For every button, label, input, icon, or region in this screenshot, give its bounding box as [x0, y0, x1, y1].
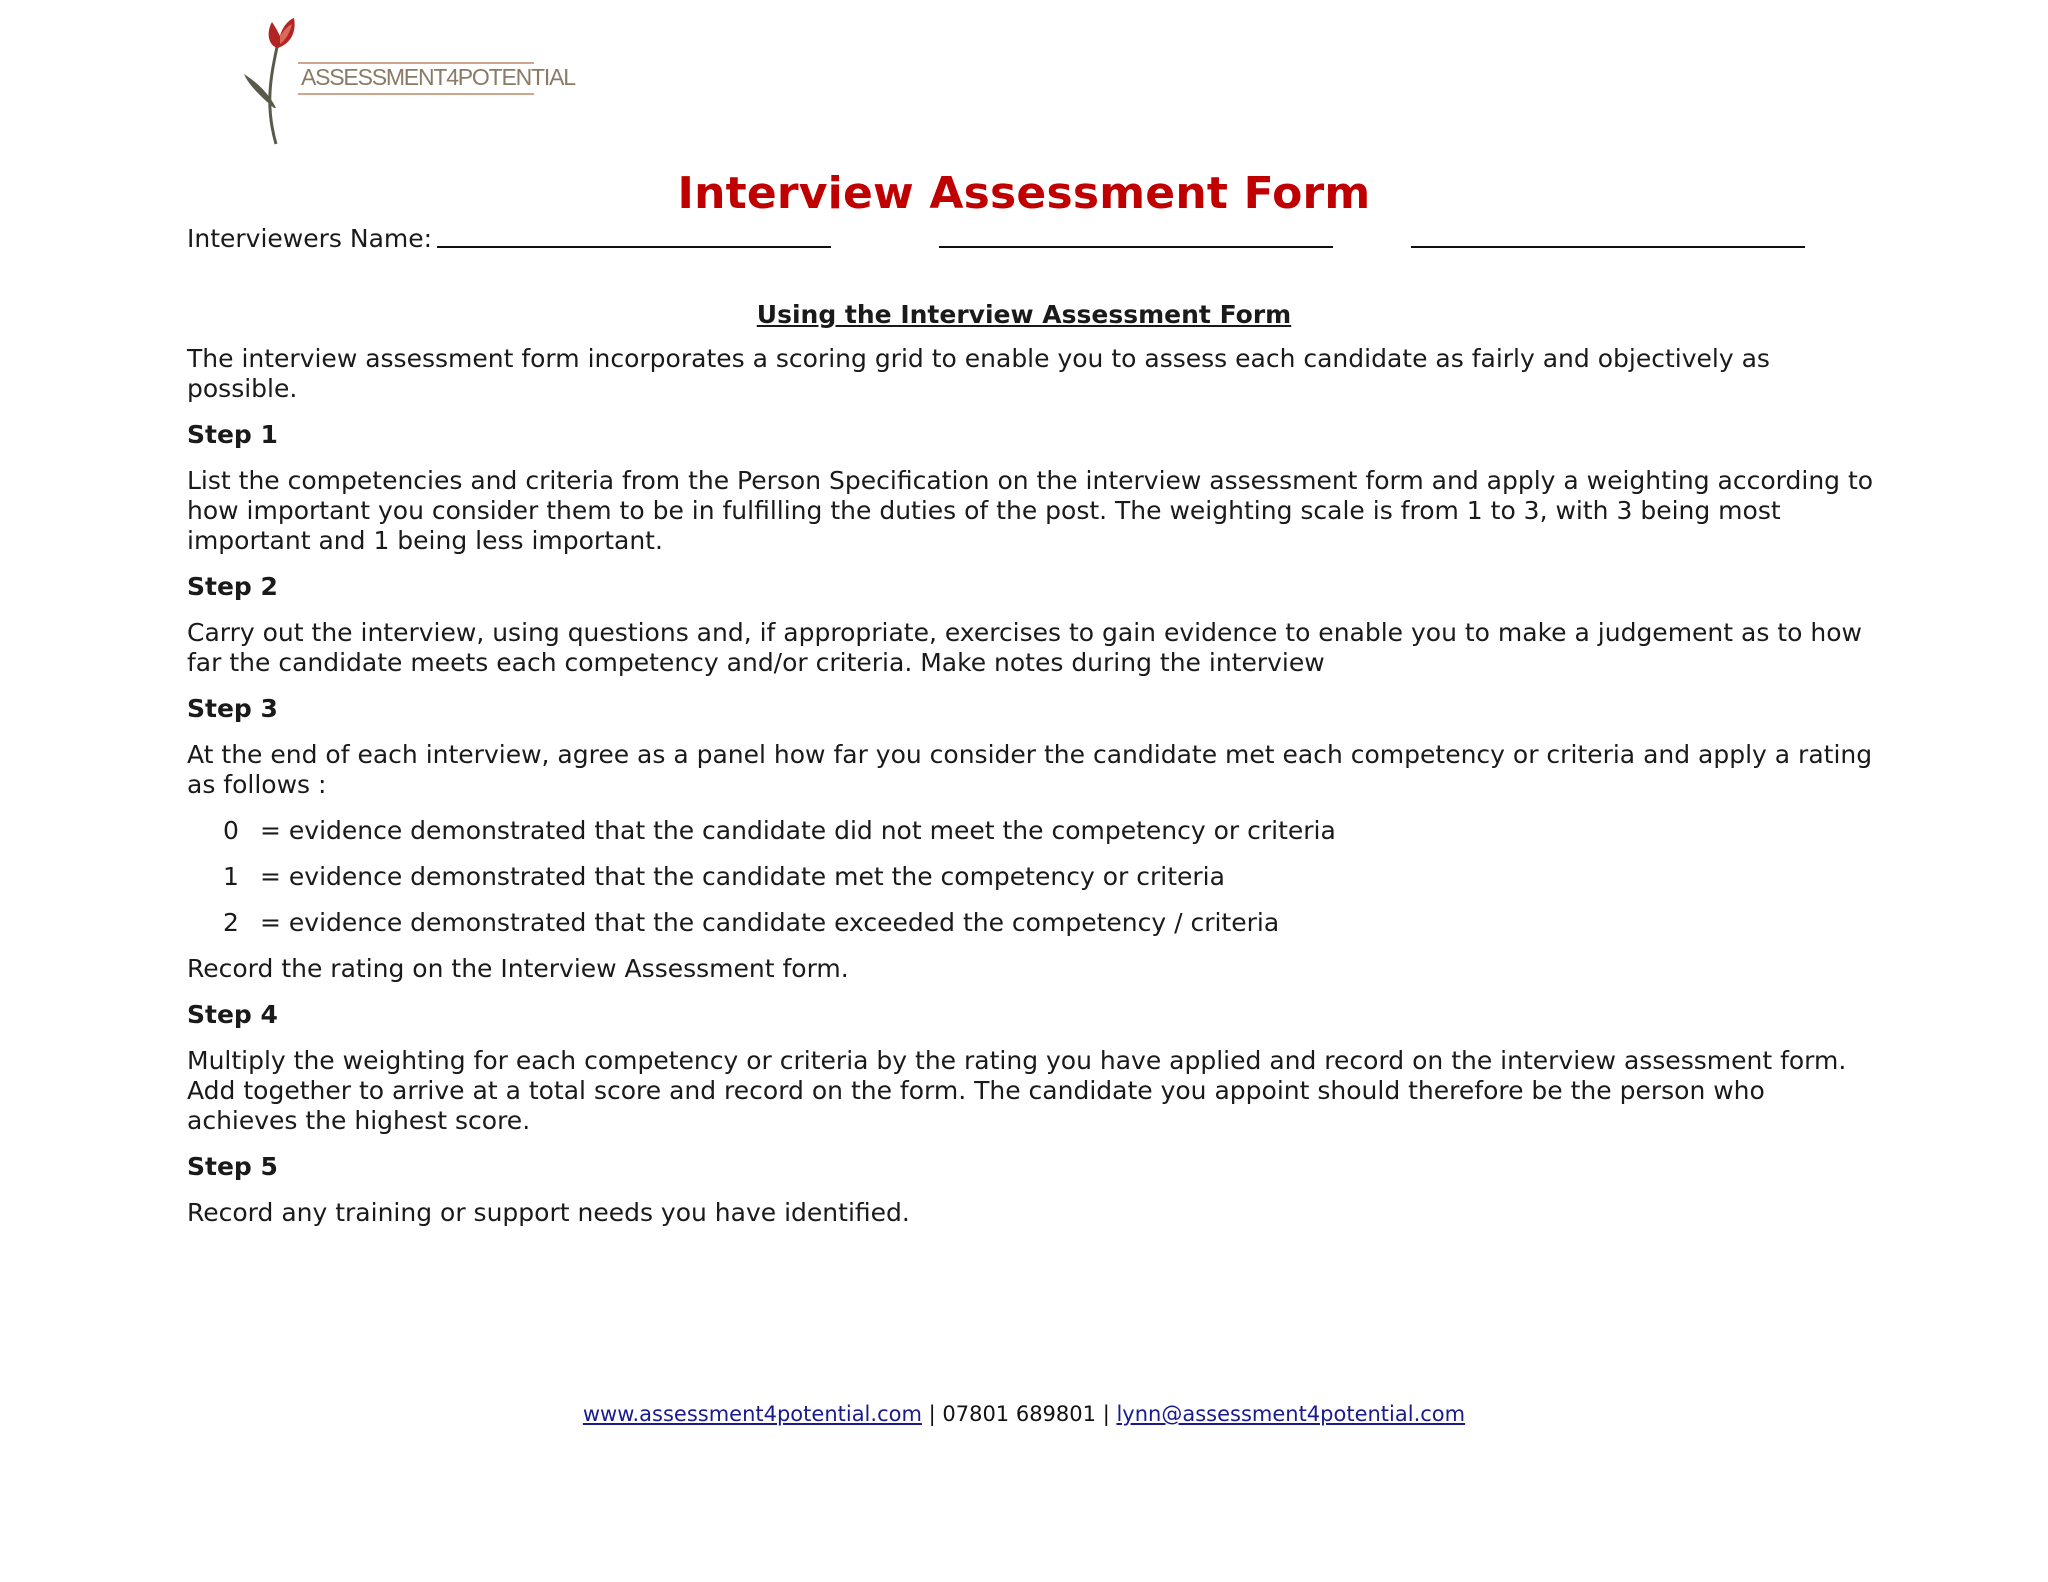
rating-number: 1 — [223, 862, 239, 891]
step-2-title: Step 2 — [187, 572, 278, 601]
step-5-title: Step 5 — [187, 1152, 278, 1181]
step-5-text: Record any training or support needs you have identified. — [187, 1198, 910, 1227]
interviewer-name-line-1[interactable] — [437, 246, 831, 248]
section-heading: Using the Interview Assessment Form — [756, 300, 1292, 329]
rating-description: = evidence demonstrated that the candidate met the competency or criteria — [260, 862, 1225, 891]
intro-paragraph: The interview assessment form incorporates a scoring grid to enable you to assess each candidate as fairly and objectively as possible. — [187, 344, 1770, 403]
rating-description: = evidence demonstrated that the candidate did not meet the competency or criteria — [260, 816, 1336, 845]
rating-item — [187, 862, 1877, 892]
footer-separator: | — [1096, 1402, 1117, 1426]
company-logo — [238, 12, 575, 152]
step-4-title: Step 4 — [187, 1000, 278, 1029]
instructions — [187, 344, 1877, 1244]
phone-number: 07801 689801 — [942, 1402, 1097, 1426]
step-1-title: Step 1 — [187, 420, 278, 449]
rating-description: = evidence demonstrated that the candidate exceeded the competency / criteria — [260, 908, 1280, 937]
logo-text: ASSESSMENT4POTENTIAL — [301, 64, 575, 90]
rating-number: 2 — [223, 908, 239, 937]
email-link[interactable]: lynn@assessment4potential.com — [1116, 1402, 1466, 1426]
interviewer-name-line-3[interactable] — [1411, 246, 1805, 248]
footer-separator: | — [921, 1402, 943, 1426]
rating-item — [187, 908, 1877, 938]
interviewers-name-label: Interviewers Name: — [187, 224, 433, 253]
tulip-icon — [238, 12, 308, 152]
logo-rule-bottom — [298, 93, 534, 95]
page-title: Interview Assessment Form — [677, 168, 1371, 219]
rating-item — [187, 816, 1877, 846]
footer — [0, 1402, 2048, 1426]
step-3-title: Step 3 — [187, 694, 278, 723]
step-3-after-text: Record the rating on the Interview Assessment form. — [187, 954, 849, 983]
step-4-text: Multiply the weighting for each competency or criteria by the rating you have applied and record on the interview assessment form. Add together to arrive at a total score and record on the form. The candidate you appoint should therefore be the person who achieves the highest score. — [187, 1046, 1847, 1135]
step-3-text: At the end of each interview, agree as a panel how far you consider the candidate met each competency or criteria and apply a rating as follows : — [187, 740, 1873, 799]
step-1-text: List the competencies and criteria from the Person Specification on the interview assessment form and apply a weighting according to how important you consider them to be in fulfilling the duties of the post. The weighting scale is from 1 to 3, with 3 being most important and 1 being less important. — [187, 466, 1874, 555]
step-2-text: Carry out the interview, using questions and, if appropriate, exercises to gain evidence to enable you to make a judgement as to how far the candidate meets each competency and/or criteria. Make notes during the interview — [187, 618, 1862, 677]
website-link[interactable]: www.assessment4potential.com — [582, 1402, 922, 1426]
interviewer-name-line-2[interactable] — [939, 246, 1333, 248]
rating-number: 0 — [223, 816, 239, 845]
